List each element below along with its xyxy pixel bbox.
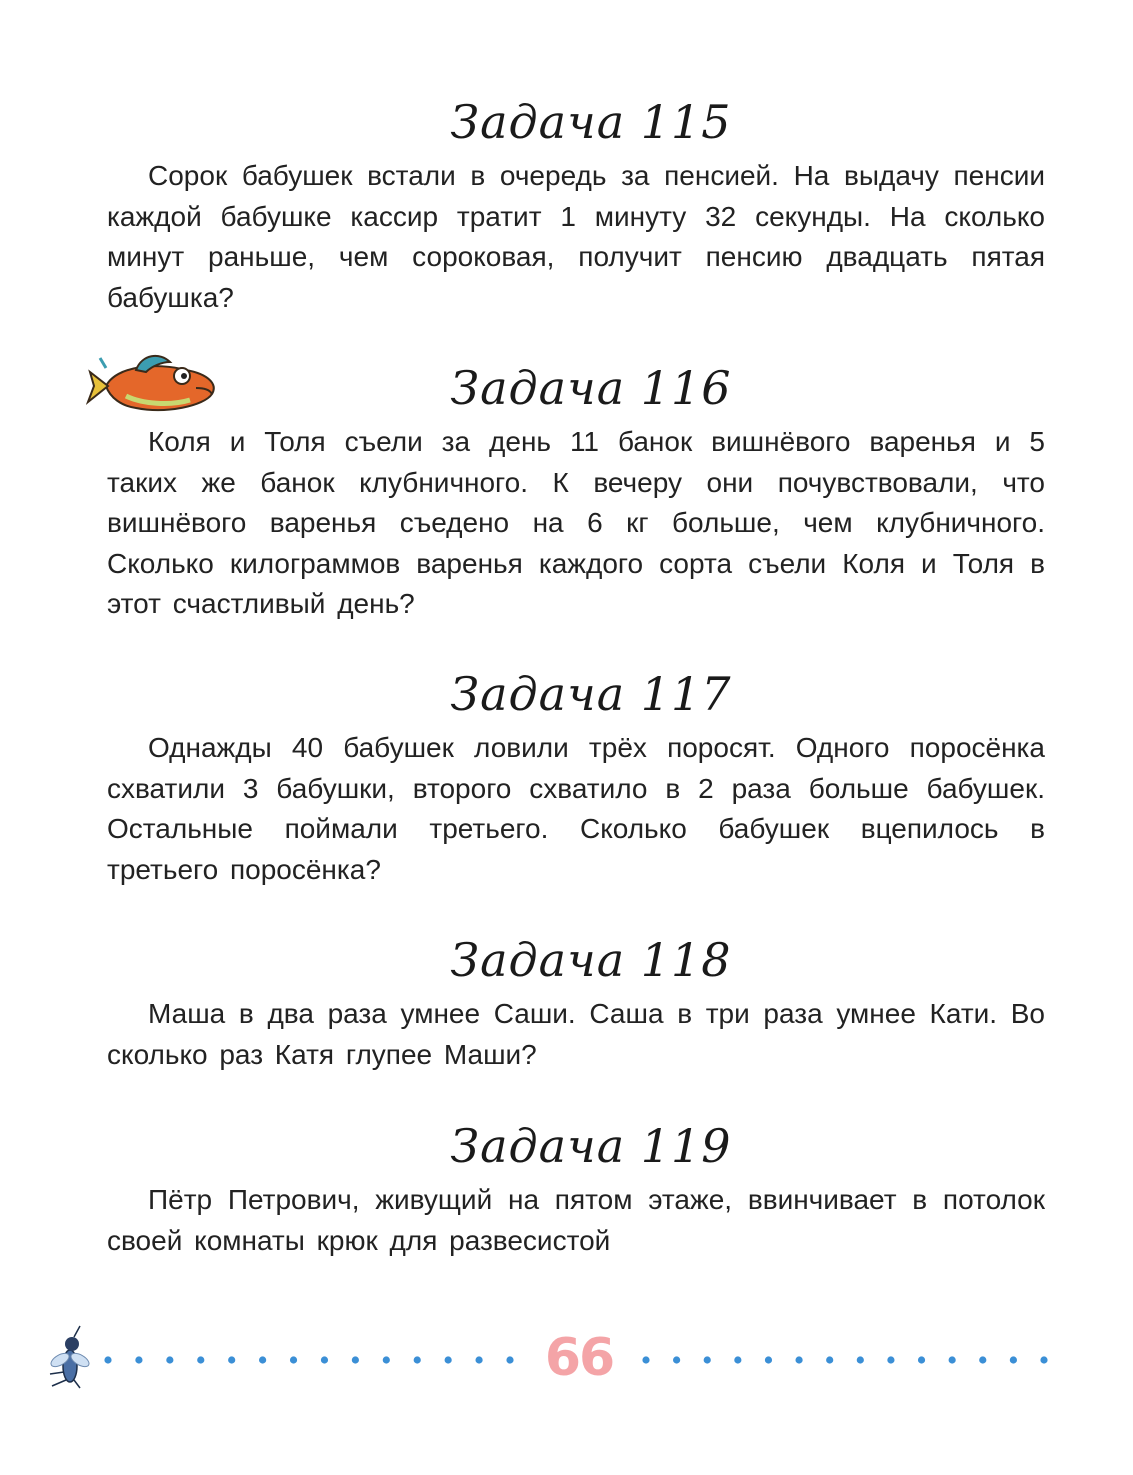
footer-dot — [321, 1356, 328, 1363]
footer-dot — [826, 1356, 833, 1363]
footer-dot — [949, 1356, 956, 1363]
footer-dot — [135, 1356, 142, 1363]
footer-dot — [104, 1356, 111, 1363]
footer-dot — [228, 1356, 235, 1363]
problem-title: Задача 115 — [450, 95, 732, 149]
footer-dot — [918, 1356, 925, 1363]
footer-dot — [704, 1356, 711, 1363]
footer-dot — [506, 1356, 513, 1363]
footer-dot — [1040, 1356, 1047, 1363]
problem-text: Пётр Петрович, живущий на пятом этаже, ввинчивает в потолок своей комнаты крюк для развесистой — [107, 1184, 1045, 1256]
footer-dots-left — [104, 1352, 514, 1368]
problem-text: Маша в два раза умнее Саши. Саша в три раза умнее Кати. Во сколько раз Катя глупее Маши? — [107, 998, 1045, 1070]
footer-dot — [166, 1356, 173, 1363]
footer-dot — [979, 1356, 986, 1363]
page-number: 66 — [544, 1328, 614, 1388]
problem-text: Однажды 40 бабушек ловили трёх поросят. Одного поросёнка схватили 3 бабушки, второго схватило в 2 раза больше бабушек. Остальные поймали третьего. Сколько бабушек вцепилось в третьего поросёнка? — [107, 732, 1045, 885]
problem-title: Задача 116 — [450, 361, 732, 415]
problem-title: Задача 118 — [450, 933, 732, 987]
problem-118 — [107, 932, 1045, 1075]
fly-illustration-icon — [44, 1322, 94, 1392]
footer-dot — [290, 1356, 297, 1363]
footer-dot — [765, 1356, 772, 1363]
problem-115 — [107, 94, 1045, 318]
problem-116 — [107, 360, 1045, 625]
footer-dot — [673, 1356, 680, 1363]
footer-dot — [445, 1356, 452, 1363]
footer-dot — [795, 1356, 802, 1363]
footer-dot — [642, 1356, 649, 1363]
footer-dot — [352, 1356, 359, 1363]
footer-dot — [887, 1356, 894, 1363]
footer-dot — [857, 1356, 864, 1363]
problem-title: Задача 117 — [450, 667, 732, 721]
footer-dot — [383, 1356, 390, 1363]
footer-dot — [197, 1356, 204, 1363]
footer-dot — [1010, 1356, 1017, 1363]
problem-text: Коля и Толя съели за день 11 банок вишнёвого варенья и 5 таких же банок клубничного. К вечеру они почувствовали, что вишнёвого варенья съедено на 6 кг больше, чем клубничного. Сколько килограммов варенья каждого сорта съели Коля и Толя в этот счастливый день? — [107, 426, 1045, 619]
footer-dot — [259, 1356, 266, 1363]
problem-119 — [107, 1118, 1045, 1261]
problem-title: Задача 119 — [450, 1119, 732, 1173]
footer-dots-right — [642, 1352, 1048, 1368]
footer-dot — [414, 1356, 421, 1363]
footer-dot — [475, 1356, 482, 1363]
problem-117 — [107, 666, 1045, 890]
problem-text: Сорок бабушек встали в очередь за пенсией. На выдачу пенсии каждой бабушке кассир тратит 1 минуту 32 секунды. На сколько минут раньше, чем сороковая, получит пенсию двадцать пятая бабушка? — [107, 160, 1045, 313]
footer-dot — [734, 1356, 741, 1363]
